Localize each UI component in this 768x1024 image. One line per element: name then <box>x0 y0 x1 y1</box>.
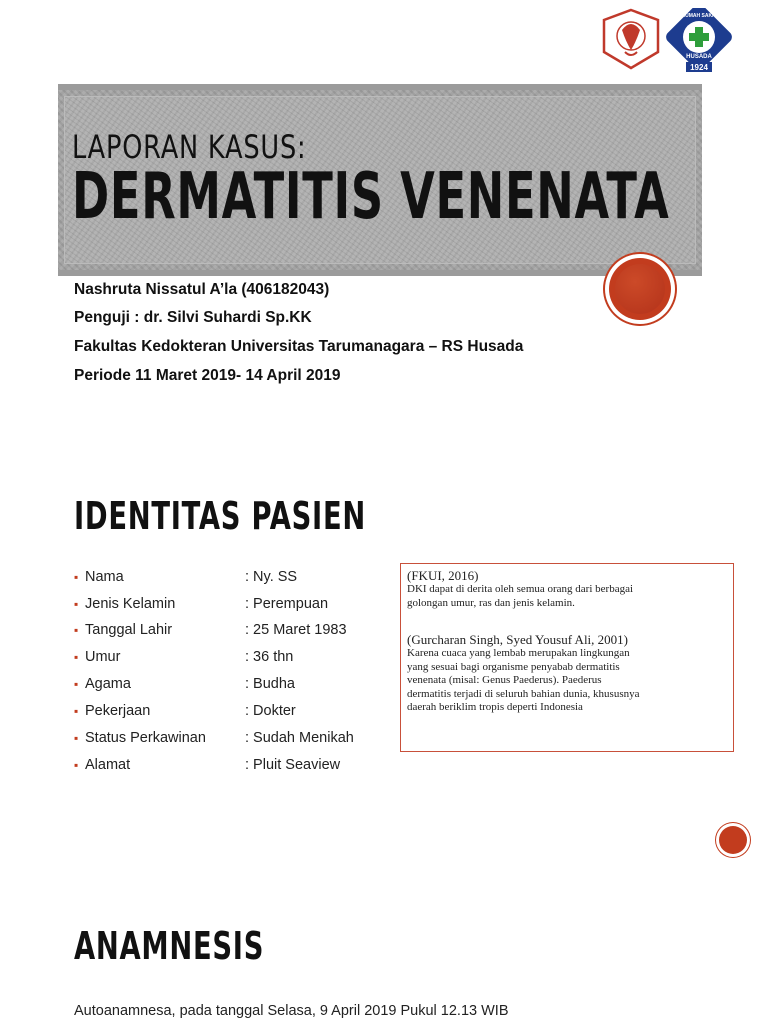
field-label: Alamat <box>85 757 131 773</box>
field-value: : 36 thn <box>245 649 294 665</box>
field-value: : Sudah Menikah <box>245 730 354 746</box>
bullet-icon: ▪ <box>74 623 79 637</box>
section-title-anamnesis: ANAMNESIS <box>74 924 265 968</box>
reference-box <box>400 563 734 752</box>
reference-text-line: dermatitis terjadi di seluruh bahian dunia, khususnya <box>407 687 640 700</box>
field-value: : Ny. SS <box>245 569 298 585</box>
reference-source: (Gurcharan Singh, Syed Yousuf Ali, 2001) <box>407 632 628 647</box>
field-label: Jenis Kelamin <box>85 596 176 612</box>
bullet-icon: ▪ <box>74 650 79 664</box>
reference-text-line: Karena cuaca yang lembab merupakan lingkungan <box>407 647 630 659</box>
field-label: Status Perkawinan <box>85 730 206 746</box>
field-value: : Perempuan <box>245 596 329 612</box>
field-value: : Pluit Seaview <box>245 757 341 773</box>
section-title-identitas: IDENTITAS PASIEN <box>74 494 366 538</box>
reference-text-line: daerah beriklim tropis deperti Indonesia <box>407 701 583 713</box>
reference-text-line: venenata (misal: Genus Paederus). Paederus <box>407 674 602 686</box>
logo-text-bottom: HUSADA <box>686 54 712 60</box>
field-label: Pekerjaan <box>85 703 151 719</box>
logo-text-top: RUMAH SAKIT <box>681 13 717 19</box>
bullet-icon: ▪ <box>74 597 79 611</box>
rs-husada-logo <box>666 8 732 74</box>
period-line: Periode 11 Maret 2019- 14 April 2019 <box>74 367 341 384</box>
field-value: : Budha <box>245 676 295 692</box>
decorative-circle-small <box>719 826 747 854</box>
field-value: : 25 Maret 1983 <box>245 622 347 638</box>
author-line: Nashruta Nissatul A’la (406182043) <box>74 281 330 298</box>
field-label: Agama <box>85 676 131 692</box>
decorative-circle <box>609 258 671 320</box>
bullet-icon: ▪ <box>74 570 79 584</box>
bullet-icon: ▪ <box>74 731 79 745</box>
field-label: Nama <box>85 569 124 585</box>
reference-text-line: golongan umur, ras dan jenis kelamin. <box>407 596 575 609</box>
reference-text-line: yang sesuai bagi organisme penyabab dermatitis <box>407 660 620 673</box>
logo-year: 1924 <box>690 63 708 72</box>
reference-source: (FKUI, 2016) <box>407 568 479 583</box>
field-label: Umur <box>85 649 121 665</box>
bullet-icon: ▪ <box>74 677 79 691</box>
faculty-line: Fakultas Kedokteran Universitas Tarumanagara – RS Husada <box>74 338 524 355</box>
untar-logo <box>600 8 662 70</box>
bullet-icon: ▪ <box>74 704 79 718</box>
field-value: : Dokter <box>245 703 296 719</box>
examiner-line: Penguji : dr. Silvi Suhardi Sp.KK <box>74 309 312 326</box>
reference-text-line: DKI dapat di derita oleh semua orang dari berbagai <box>407 583 634 595</box>
title-line-1: LAPORAN KASUS: <box>72 128 307 166</box>
field-label: Tanggal Lahir <box>85 622 173 638</box>
title-line-2: DERMATITIS VENENATA <box>72 160 670 234</box>
bullet-icon: ▪ <box>74 758 79 772</box>
anamnesis-line: Autoanamnesa, pada tanggal Selasa, 9 April 2019 Pukul 12.13 WIB <box>74 1003 509 1019</box>
